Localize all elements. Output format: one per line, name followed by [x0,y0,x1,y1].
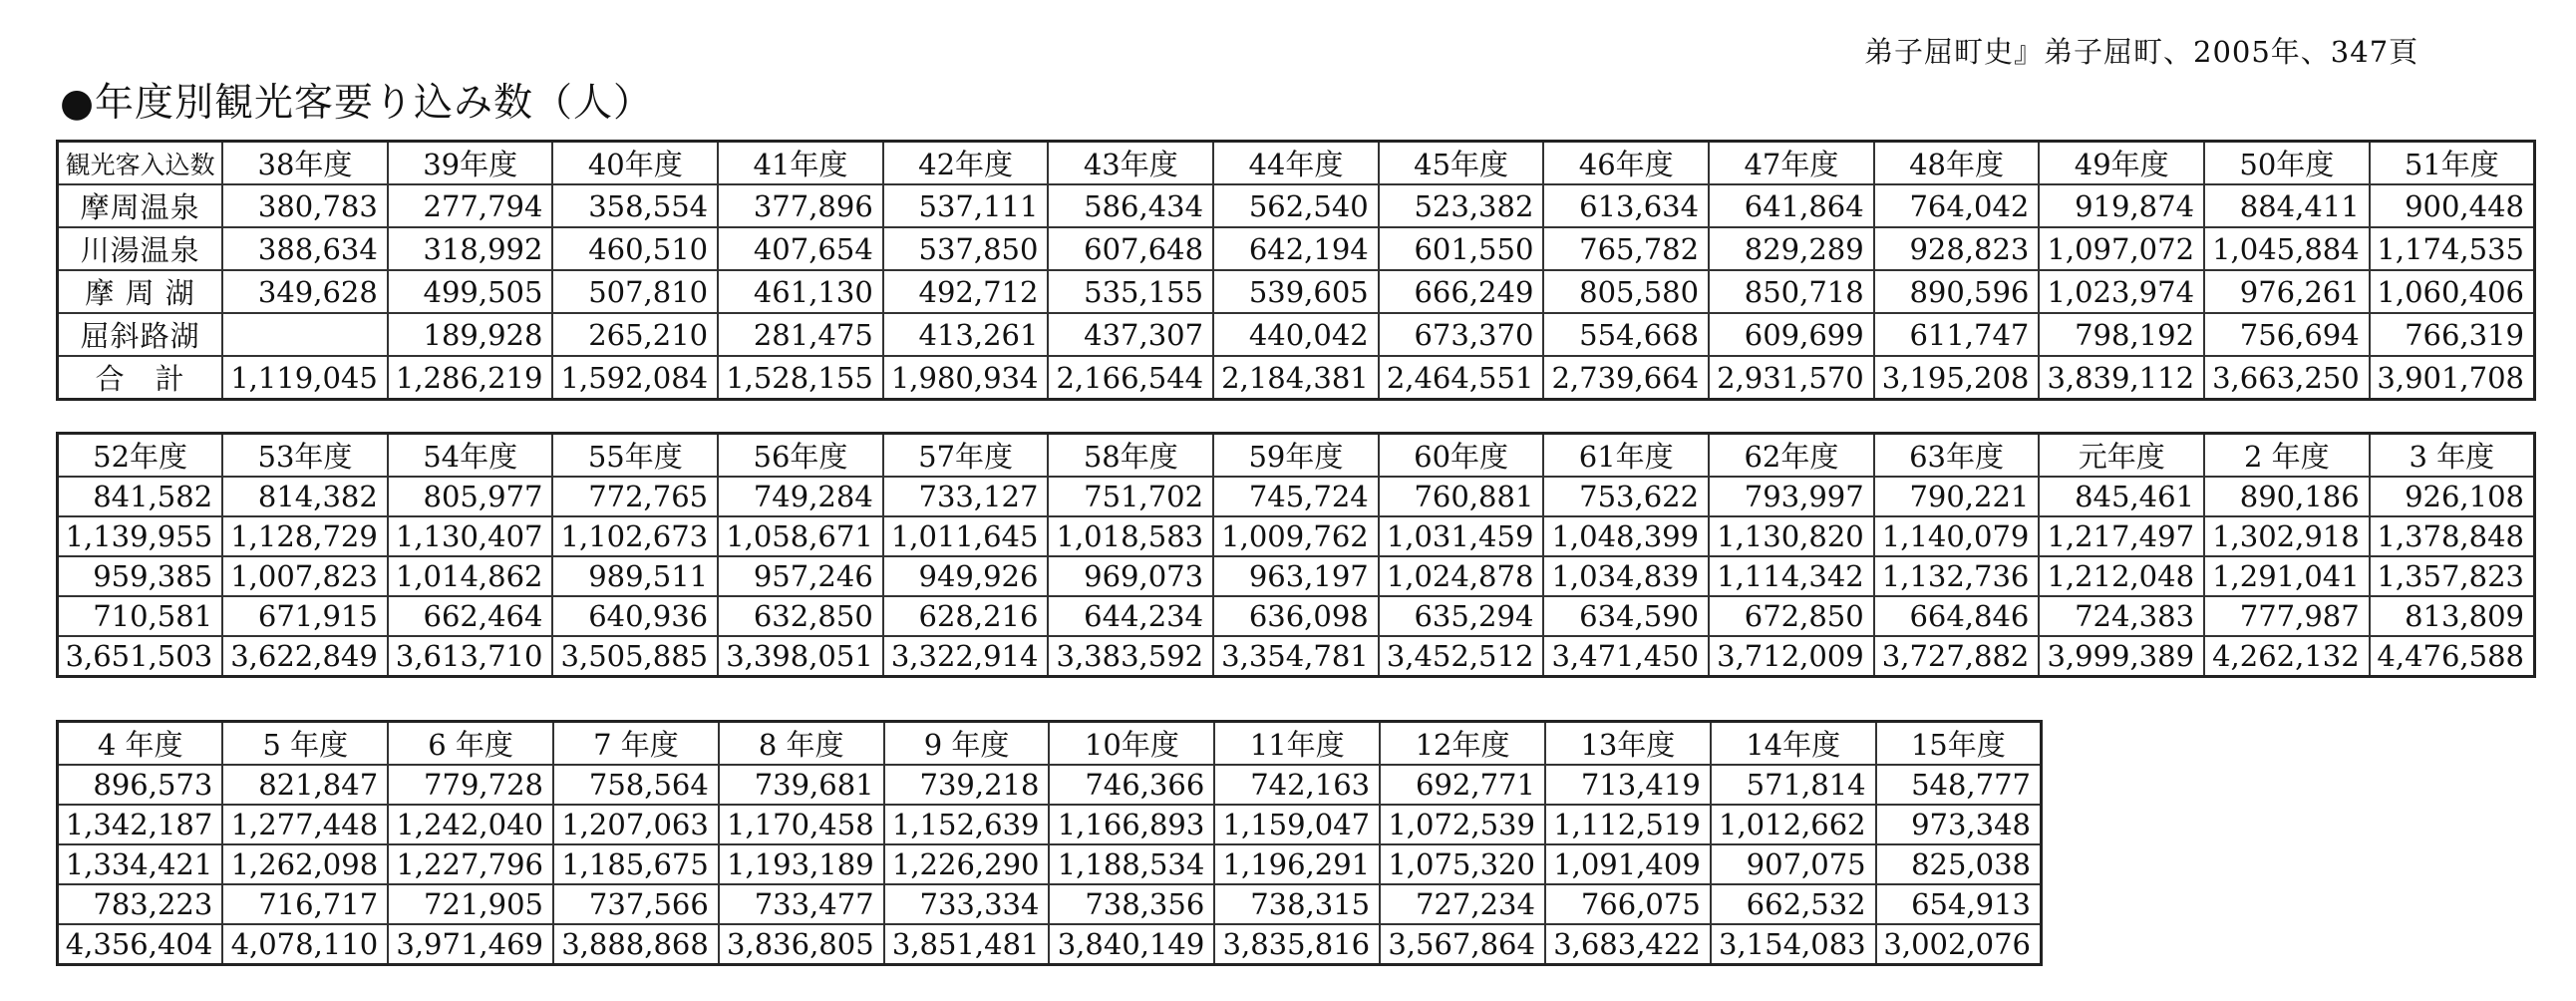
year-header: 10年度 [1049,722,1214,766]
value-cell: 1,196,291 [1214,844,1380,884]
page-title: ●年度別観光客要り込み数（人） [60,81,654,126]
value-cell: 742,163 [1214,765,1380,805]
value-cell: 1,130,820 [1709,516,1874,556]
value-cell: 539,605 [1213,270,1379,313]
year-header: 50年度 [2204,142,2370,185]
table-row [58,884,2042,924]
value-cell: 437,307 [1048,313,1213,356]
value-cell: 738,315 [1214,884,1380,924]
value-cell: 1,242,040 [388,805,553,844]
value-cell: 609,699 [1709,313,1874,356]
value-cell: 1,227,796 [388,844,553,884]
value-cell: 3,712,009 [1709,636,1874,676]
value-cell: 632,850 [718,596,883,636]
value-cell: 3,398,051 [718,636,883,676]
value-cell: 413,261 [883,313,1049,356]
year-header: 38年度 [222,142,388,185]
value-cell: 957,246 [718,556,883,596]
value-cell: 813,809 [2370,596,2535,636]
year-header: 6 年度 [388,722,553,766]
year-header: 3 年度 [2370,434,2535,478]
table-row [58,924,2042,964]
value-cell: 1,188,534 [1049,844,1214,884]
table-row [58,844,2042,884]
value-cell: 1,286,219 [388,356,553,400]
value-cell: 492,712 [883,270,1049,313]
table-row [58,477,2535,516]
value-cell: 1,357,823 [2370,556,2535,596]
year-header: 15年度 [1876,722,2042,766]
year-header: 41年度 [718,142,883,185]
value-cell [222,313,388,356]
value-cell: 281,475 [718,313,883,356]
value-cell: 349,628 [222,270,388,313]
value-cell: 1,011,645 [883,516,1049,556]
value-cell: 671,915 [222,596,388,636]
value-cell: 783,223 [58,884,223,924]
row-header-label: 観光客入込数 [58,142,223,185]
value-cell: 3,622,849 [222,636,388,676]
value-cell: 1,212,048 [2039,556,2204,596]
value-cell: 664,846 [1874,596,2040,636]
value-cell: 1,007,823 [222,556,388,596]
value-cell: 963,197 [1213,556,1379,596]
value-cell: 1,152,639 [884,805,1050,844]
value-cell: 1,018,583 [1048,516,1213,556]
value-cell: 765,782 [1543,227,1709,270]
table-row [58,516,2535,556]
visitor-table-1 [56,140,2536,401]
year-header: 13年度 [1545,722,1711,766]
value-cell: 3,851,481 [884,924,1050,964]
value-cell: 3,154,083 [1711,924,1876,964]
header-row [58,722,2042,766]
value-cell: 1,226,290 [884,844,1050,884]
value-cell: 825,038 [1876,844,2042,884]
value-cell: 1,060,406 [2370,270,2535,313]
year-header: 5 年度 [222,722,388,766]
value-cell: 1,378,848 [2370,516,2535,556]
value-cell: 1,217,497 [2039,516,2204,556]
value-cell: 377,896 [718,184,883,227]
value-cell: 2,184,381 [1213,356,1379,400]
value-cell: 845,461 [2039,477,2204,516]
value-cell: 537,111 [883,184,1049,227]
value-cell: 1,058,671 [718,516,883,556]
value-cell: 766,075 [1545,884,1711,924]
year-header: 57年度 [883,434,1049,478]
value-cell: 1,139,955 [58,516,223,556]
value-cell: 507,810 [552,270,718,313]
value-cell: 1,119,045 [222,356,388,400]
value-cell: 896,573 [58,765,223,805]
year-header: 61年度 [1543,434,1709,478]
value-cell: 841,582 [58,477,223,516]
value-cell: 1,980,934 [883,356,1049,400]
value-cell: 3,727,882 [1874,636,2040,676]
value-cell: 641,864 [1709,184,1874,227]
value-cell: 1,334,421 [58,844,223,884]
year-header: 8 年度 [719,722,884,766]
year-header: 58年度 [1048,434,1213,478]
value-cell: 3,002,076 [1876,924,2042,964]
value-cell: 890,596 [1874,270,2040,313]
year-header: 4 年度 [58,722,223,766]
year-header: 59年度 [1213,434,1379,478]
value-cell: 829,289 [1709,227,1874,270]
value-cell: 779,728 [388,765,553,805]
value-cell: 607,648 [1048,227,1213,270]
year-header: 40年度 [552,142,718,185]
year-header: 43年度 [1048,142,1213,185]
value-cell: 1,075,320 [1380,844,1545,884]
value-cell: 713,419 [1545,765,1711,805]
value-cell: 1,034,839 [1543,556,1709,596]
value-cell: 672,850 [1709,596,1874,636]
value-cell: 265,210 [552,313,718,356]
value-cell: 3,663,250 [2204,356,2370,400]
value-cell: 737,566 [553,884,719,924]
value-cell: 1,207,063 [553,805,719,844]
value-cell: 727,234 [1380,884,1545,924]
year-header: 7 年度 [553,722,719,766]
value-cell: 3,901,708 [2370,356,2535,400]
year-header: 46年度 [1543,142,1709,185]
visitor-table-3 [56,720,2043,966]
value-cell: 772,765 [552,477,718,516]
value-cell: 635,294 [1379,596,1544,636]
value-cell: 805,977 [388,477,553,516]
value-cell: 358,554 [552,184,718,227]
value-cell: 733,477 [719,884,884,924]
value-cell: 3,651,503 [58,636,223,676]
year-header: 14年度 [1711,722,1876,766]
visitor-table-2 [56,432,2536,678]
value-cell: 746,366 [1049,765,1214,805]
value-cell: 499,505 [388,270,553,313]
value-cell: 989,511 [552,556,718,596]
table-row [58,270,2535,313]
value-cell: 710,581 [58,596,223,636]
value-cell: 4,356,404 [58,924,223,964]
value-cell: 4,262,132 [2204,636,2370,676]
value-cell: 634,590 [1543,596,1709,636]
value-cell: 3,383,592 [1048,636,1213,676]
value-cell: 949,926 [883,556,1049,596]
value-cell: 3,888,868 [553,924,719,964]
value-cell: 738,356 [1049,884,1214,924]
value-cell: 3,322,914 [883,636,1049,676]
value-cell: 1,193,189 [719,844,884,884]
value-cell: 3,840,149 [1049,924,1214,964]
value-cell: 790,221 [1874,477,2040,516]
value-cell: 673,370 [1379,313,1544,356]
year-header: 60年度 [1379,434,1544,478]
value-cell: 460,510 [552,227,718,270]
year-header: 9 年度 [884,722,1050,766]
value-cell: 1,048,399 [1543,516,1709,556]
year-header: 53年度 [222,434,388,478]
value-cell: 1,291,041 [2204,556,2370,596]
value-cell: 721,905 [388,884,553,924]
value-cell: 724,383 [2039,596,2204,636]
table-row [58,765,2042,805]
value-cell: 640,936 [552,596,718,636]
year-header: 44年度 [1213,142,1379,185]
value-cell: 1,097,072 [2039,227,2204,270]
value-cell: 662,464 [388,596,553,636]
year-header: 49年度 [2039,142,2204,185]
row-label: 摩周温泉 [58,184,223,227]
year-header: 2 年度 [2204,434,2370,478]
year-header: 52年度 [58,434,223,478]
value-cell: 642,194 [1213,227,1379,270]
value-cell: 318,992 [388,227,553,270]
value-cell: 1,592,084 [552,356,718,400]
value-cell: 1,140,079 [1874,516,2040,556]
value-cell: 1,009,762 [1213,516,1379,556]
year-header: 元年度 [2039,434,2204,478]
table-row [58,636,2535,676]
value-cell: 777,987 [2204,596,2370,636]
year-header: 12年度 [1380,722,1545,766]
value-cell: 1,072,539 [1380,805,1545,844]
value-cell: 969,073 [1048,556,1213,596]
value-cell: 611,747 [1874,313,2040,356]
value-cell: 1,014,862 [388,556,553,596]
value-cell: 1,112,519 [1545,805,1711,844]
value-cell: 760,881 [1379,477,1544,516]
header-row [58,434,2535,478]
value-cell: 753,622 [1543,477,1709,516]
table-row [58,805,2042,844]
value-cell: 1,130,407 [388,516,553,556]
table-row [58,356,2535,400]
value-cell: 1,024,878 [1379,556,1544,596]
row-label: 合 計 [58,356,223,400]
value-cell: 976,261 [2204,270,2370,313]
value-cell: 890,186 [2204,477,2370,516]
table-row [58,227,2535,270]
table-row [58,184,2535,227]
value-cell: 928,823 [1874,227,2040,270]
value-cell: 380,783 [222,184,388,227]
value-cell: 666,249 [1379,270,1544,313]
value-cell: 919,874 [2039,184,2204,227]
value-cell: 764,042 [1874,184,2040,227]
value-cell: 461,130 [718,270,883,313]
year-header: 47年度 [1709,142,1874,185]
value-cell: 1,342,187 [58,805,223,844]
value-cell: 733,127 [883,477,1049,516]
value-cell: 1,185,675 [553,844,719,884]
value-cell: 793,997 [1709,477,1874,516]
row-label: 屈斜路湖 [58,313,223,356]
value-cell: 692,771 [1380,765,1545,805]
value-cell: 1,132,736 [1874,556,2040,596]
value-cell: 644,234 [1048,596,1213,636]
value-cell: 3,999,389 [2039,636,2204,676]
value-cell: 814,382 [222,477,388,516]
value-cell: 535,155 [1048,270,1213,313]
value-cell: 749,284 [718,477,883,516]
value-cell: 733,334 [884,884,1050,924]
value-cell: 3,452,512 [1379,636,1544,676]
value-cell: 1,114,342 [1709,556,1874,596]
value-cell: 716,717 [222,884,388,924]
value-cell: 537,850 [883,227,1049,270]
value-cell: 3,613,710 [388,636,553,676]
value-cell: 548,777 [1876,765,2042,805]
value-cell: 554,668 [1543,313,1709,356]
value-cell: 636,098 [1213,596,1379,636]
value-cell: 2,739,664 [1543,356,1709,400]
value-cell: 440,042 [1213,313,1379,356]
year-header: 55年度 [552,434,718,478]
value-cell: 3,567,864 [1380,924,1545,964]
value-cell: 1,045,884 [2204,227,2370,270]
row-label: 川湯温泉 [58,227,223,270]
value-cell: 1,262,098 [222,844,388,884]
year-header: 51年度 [2370,142,2535,185]
header-row [58,142,2535,185]
value-cell: 805,580 [1543,270,1709,313]
value-cell: 3,836,805 [719,924,884,964]
value-cell: 3,683,422 [1545,924,1711,964]
value-cell: 1,170,458 [719,805,884,844]
row-label: 摩 周 湖 [58,270,223,313]
value-cell: 3,471,450 [1543,636,1709,676]
year-header: 63年度 [1874,434,2040,478]
year-header: 48年度 [1874,142,2040,185]
value-cell: 3,195,208 [1874,356,2040,400]
value-cell: 739,218 [884,765,1050,805]
value-cell: 613,634 [1543,184,1709,227]
value-cell: 1,023,974 [2039,270,2204,313]
value-cell: 2,931,570 [1709,356,1874,400]
value-cell: 189,928 [388,313,553,356]
value-cell: 884,411 [2204,184,2370,227]
value-cell: 3,971,469 [388,924,553,964]
value-cell: 654,913 [1876,884,2042,924]
year-header: 39年度 [388,142,553,185]
value-cell: 1,528,155 [718,356,883,400]
year-header: 62年度 [1709,434,1874,478]
value-cell: 1,166,893 [1049,805,1214,844]
value-cell: 1,159,047 [1214,805,1380,844]
value-cell: 926,108 [2370,477,2535,516]
value-cell: 523,382 [1379,184,1544,227]
value-cell: 1,302,918 [2204,516,2370,556]
value-cell: 766,319 [2370,313,2535,356]
value-cell: 1,012,662 [1711,805,1876,844]
value-cell: 2,464,551 [1379,356,1544,400]
value-cell: 973,348 [1876,805,2042,844]
value-cell: 1,091,409 [1545,844,1711,884]
value-cell: 1,174,535 [2370,227,2535,270]
value-cell: 745,724 [1213,477,1379,516]
value-cell: 900,448 [2370,184,2535,227]
value-cell: 562,540 [1213,184,1379,227]
value-cell: 3,354,781 [1213,636,1379,676]
value-cell: 4,476,588 [2370,636,2535,676]
value-cell: 1,277,448 [222,805,388,844]
value-cell: 3,835,816 [1214,924,1380,964]
value-cell: 571,814 [1711,765,1876,805]
year-header: 54年度 [388,434,553,478]
year-header: 56年度 [718,434,883,478]
table-row [58,313,2535,356]
year-header: 11年度 [1214,722,1380,766]
table-row [58,556,2535,596]
value-cell: 798,192 [2039,313,2204,356]
value-cell: 277,794 [388,184,553,227]
value-cell: 907,075 [1711,844,1876,884]
year-header: 42年度 [883,142,1049,185]
value-cell: 758,564 [553,765,719,805]
value-cell: 2,166,544 [1048,356,1213,400]
value-cell: 4,078,110 [222,924,388,964]
value-cell: 1,128,729 [222,516,388,556]
value-cell: 628,216 [883,596,1049,636]
year-header: 45年度 [1379,142,1544,185]
value-cell: 601,550 [1379,227,1544,270]
table-row [58,596,2535,636]
value-cell: 662,532 [1711,884,1876,924]
value-cell: 586,434 [1048,184,1213,227]
value-cell: 756,694 [2204,313,2370,356]
value-cell: 751,702 [1048,477,1213,516]
value-cell: 959,385 [58,556,223,596]
value-cell: 1,031,459 [1379,516,1544,556]
value-cell: 3,839,112 [2039,356,2204,400]
source-citation: 弟子屈町史』弟子屈町、2005年、347頁 [1864,35,2419,69]
value-cell: 1,102,673 [552,516,718,556]
value-cell: 3,505,885 [552,636,718,676]
value-cell: 850,718 [1709,270,1874,313]
value-cell: 739,681 [719,765,884,805]
value-cell: 821,847 [222,765,388,805]
value-cell: 388,634 [222,227,388,270]
value-cell: 407,654 [718,227,883,270]
